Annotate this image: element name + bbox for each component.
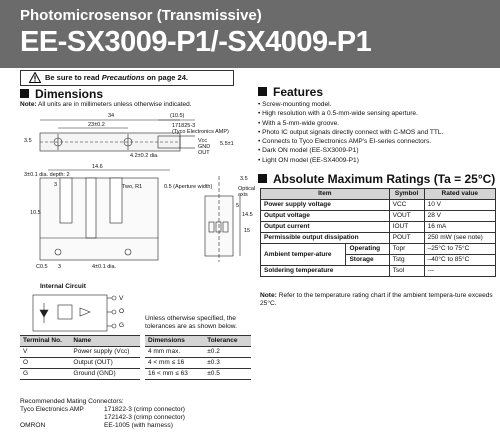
dim-3-5-b: 3.5: [240, 176, 248, 182]
pin-g: G: [119, 322, 125, 329]
dim-connector-maker: (Tyco Electronics AMP): [172, 129, 229, 135]
dim-vcc: Vcc: [198, 138, 208, 144]
list-item: • Screw-mounting model.: [258, 100, 494, 109]
list-item: • Light ON model (EE-SX4009-P1): [258, 156, 494, 165]
dim-4-2-dia: 4.2±0.2 dia.: [130, 153, 159, 159]
list-item: • Connects to Tyco Electronics AMP's EI-series connectors.: [258, 137, 494, 146]
dim-4-dia: 4±0.1 dia.: [92, 264, 117, 270]
tolerance-table: [145, 335, 251, 380]
mating-maker-1: Tyco Electronics AMP: [20, 406, 84, 413]
product-title: EE-SX3009-P1/-SX4009-P1: [20, 26, 372, 58]
table-row: 4 mm max. ±0.2: [145, 347, 251, 358]
ratings-table: [260, 188, 496, 277]
dim-aperture-width: 0.5 (Aperture width): [164, 184, 213, 190]
dim-gnd: GND: [198, 144, 211, 150]
mating-maker-2: OMRON: [20, 422, 46, 429]
dim-connector-part: 171825-3: [172, 123, 196, 129]
dim-5: 5: [236, 203, 240, 209]
mating-part-1: 171822-3 (crimp connector): [104, 406, 185, 413]
terminal-table: [20, 335, 140, 380]
dim-3: 3: [54, 182, 58, 188]
list-item: • High resolution with a 0.5-mm-wide sensing aperture.: [258, 109, 494, 118]
product-subtitle: Photomicrosensor (Transmissive): [20, 7, 262, 24]
mating-title: Recommended Mating Connectors:: [20, 398, 124, 405]
dim-two-r1: Two, R1: [122, 184, 143, 190]
table-row: Ambient temper-ature Operating Topr –25°C to 75°C: [261, 244, 496, 255]
features-heading: Features: [258, 85, 323, 99]
pin-o: O: [119, 308, 125, 315]
table-row: Storage Tstg –40°C to 85°C: [261, 255, 496, 266]
warning-text: Be sure to read Precautions on page 24.: [45, 73, 188, 82]
ratings-header-item: Item: [261, 189, 390, 200]
ratings-header-value: Rated value: [424, 189, 495, 200]
table-row: Permissible output dissipation POUT 250 mW (see note): [261, 233, 496, 244]
tolerance-note: Unless otherwise specified, the tolerances are as shown below.: [145, 315, 237, 330]
dim-10-5: (10.5): [170, 113, 185, 119]
mating-part-2: 172142-3 (crimp connector): [104, 414, 185, 421]
ratings-note: Note: Refer to the temperature rating chart if the ambient tempera-ture exceeds 25°C.: [260, 292, 493, 307]
dim-3-b: 3: [58, 264, 62, 270]
table-row: V Power supply (Vcc): [20, 347, 140, 358]
pin-v: V: [119, 295, 124, 302]
table-row: Soldering temperature Tsol ---: [261, 266, 496, 277]
terminal-header-name: Name: [70, 336, 140, 347]
list-item: • Dark ON model (EE-SX3009-P1): [258, 146, 494, 155]
dim-axis: axis: [238, 192, 248, 198]
dim-optical: Optical: [238, 186, 256, 192]
dim-34: 34: [108, 113, 115, 119]
ratings-heading: Absolute Maximum Ratings (Ta = 25°C): [258, 172, 495, 186]
list-item: • With a 5-mm-wide groove.: [258, 119, 494, 128]
list-item: • Photo IC output signals directly connect with C-MOS and TTL.: [258, 128, 494, 137]
dim-14-6: 14.6: [92, 164, 103, 170]
dim-23: 23±0.2: [88, 122, 105, 128]
internal-circuit-heading: Internal Circuit: [40, 283, 86, 290]
table-row: Power supply voltage VCC 10 V: [261, 200, 496, 211]
dim-5-5: 5.5±1: [220, 141, 234, 147]
table-row: G Ground (GND): [20, 369, 140, 380]
tolerance-header-tolerance: Tolerance: [204, 336, 251, 347]
ratings-header-symbol: Symbol: [389, 189, 424, 200]
dimensions-heading: Dimensions: [20, 87, 103, 101]
table-row: Output current IOUT 16 mA: [261, 222, 496, 233]
table-row: 4 < mm ≤ 16 ±0.3: [145, 358, 251, 369]
tolerance-header-dimensions: Dimensions: [145, 336, 204, 347]
table-row: 16 < mm ≤ 63 ±0.5: [145, 369, 251, 380]
dimensions-note: Note: All units are in millimeters unless otherwise indicated.: [20, 101, 192, 108]
terminal-header-no: Terminal No.: [20, 336, 70, 347]
table-row: O Output (OUT): [20, 358, 140, 369]
dim-3-5: 3.5: [24, 138, 32, 144]
table-row: Output voltage VOUT 28 V: [261, 211, 496, 222]
dim-15: 15: [244, 228, 251, 234]
mating-part-3: EE-1005 (with harness): [104, 422, 173, 429]
dim-14-5: 14.5: [242, 212, 253, 218]
dim-3-dia-depth: 3±0.1 dia. depth: 2: [24, 172, 70, 178]
dim-c0-5: C0.5: [36, 264, 48, 270]
features-list: [258, 100, 494, 165]
dim-10-5-b: 10.5: [30, 210, 41, 216]
dim-out: OUT: [198, 150, 210, 156]
